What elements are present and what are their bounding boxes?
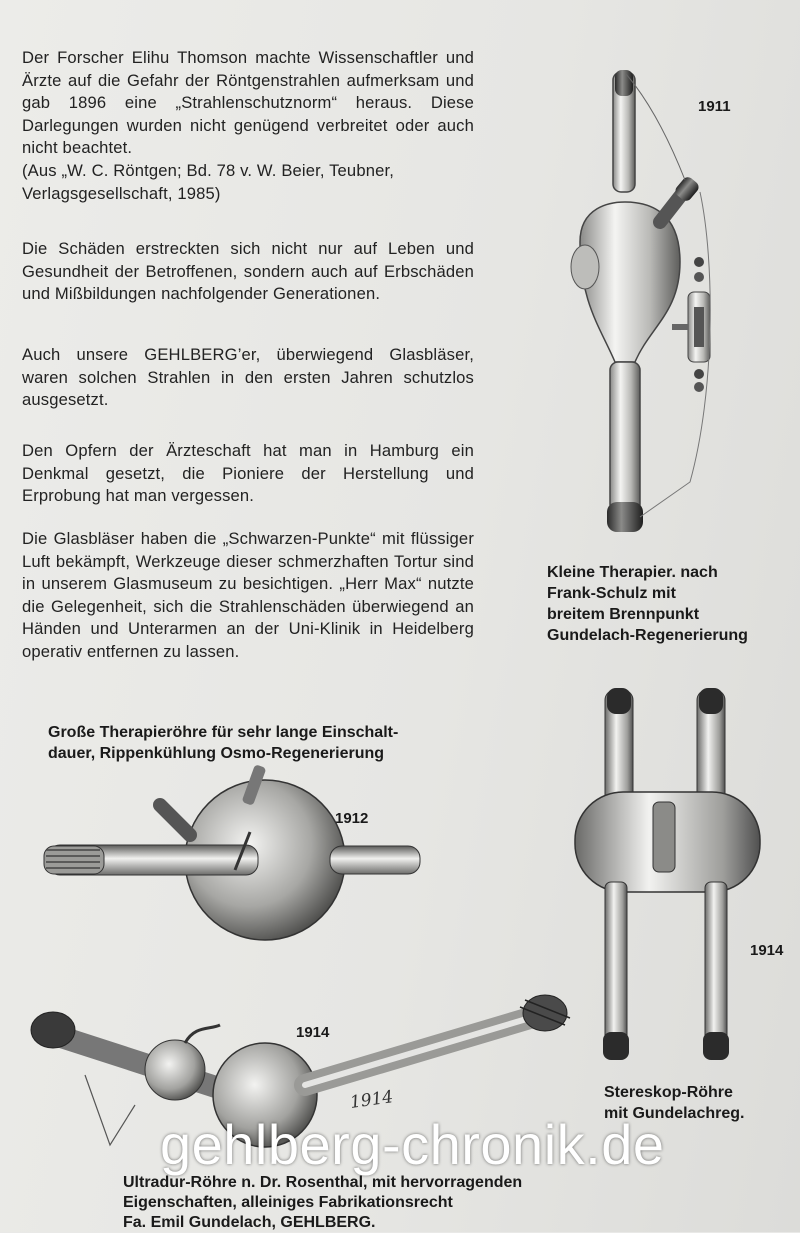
- year-label-1911: 1911: [698, 98, 731, 115]
- caption-1911-line4: Gundelach-Regenerierung: [547, 627, 748, 644]
- caption-1912: [48, 722, 398, 764]
- paragraph-glassblowers: Auch unsere GEHLBERG’er, überwiegend Glasbläser, waren solchen Strahlen in den ersten Jahren schutzlos ausgesetzt.: [22, 345, 474, 410]
- year-label-1914-stereo: 1914: [750, 942, 784, 959]
- year-label-1914-ultradur: 1914: [296, 1024, 330, 1041]
- paragraph-black-dots: Die Glasbläser haben die „Schwarzen-Punkte“ mit flüssiger Luft bekämpft, Werkzeuge dieser schmerzhaften Tortur sind in unserem Glasmuseum zu besichtigen. „Herr Max“ nutzte die Gelegenheit, sich die Strahlenschäden überwiegend an Händen und Unterarmen an der Uni-Klinik in Heidelberg operativ entfernen zu lassen.: [22, 529, 474, 661]
- caption-1914-ultradur-line3: Fa. Emil Gundelach, GEHLBERG.: [123, 1214, 376, 1231]
- paragraph-thomson: [22, 47, 474, 205]
- caption-1914-ultradur: [123, 1173, 522, 1233]
- tube-1911-illustration: [540, 62, 740, 542]
- caption-1914-stereo-line1: Stereskop-Röhre: [604, 1084, 733, 1101]
- caption-1914-ultradur-line1: Ultradur-Röhre n. Dr. Rosenthal, mit hervorragenden: [123, 1174, 523, 1191]
- paragraph-damage: Die Schäden erstreckten sich nicht nur auf Leben und Gesundheit der Betroffenen, sondern auch auf Erbschäden und Mißbildungen nachfolgender Generationen.: [22, 239, 474, 304]
- paragraph-thomson-text: Der Forscher Elihu Thomson machte Wissenschaftler und Ärzte auf die Gefahr der Röntgenstrahlen aufmerksam und gab 1896 eine „Strahlenschutznorm“ heraus. Diese Darlegungen wurden nicht genügend verbreitet oder auch nicht beachtet.: [22, 48, 474, 158]
- citation: (Aus „W. C. Röntgen; Bd. 78 v. W. Beier, Teubner, Verlagsgesellschaft, 1985): [22, 160, 394, 203]
- tube-1914-stereo-illustration: [565, 682, 765, 1062]
- caption-1911-line2: Frank-Schulz mit: [547, 585, 676, 602]
- handwritten-year: 1914: [348, 1087, 395, 1113]
- caption-1911: [547, 562, 748, 646]
- caption-1914-stereo-line2: mit Gundelachreg.: [604, 1105, 745, 1122]
- caption-1911-line3: breitem Brennpunkt: [547, 606, 700, 623]
- caption-1912-line1: Große Therapieröhre für sehr lange Einschalt-: [48, 724, 399, 741]
- caption-1911-line1: Kleine Therapier. nach: [547, 564, 718, 581]
- year-label-1912: 1912: [335, 810, 369, 827]
- watermark: gehlberg-chronik.de: [160, 1113, 665, 1176]
- caption-1912-line2: dauer, Rippenkühlung Osmo-Regenerierung: [48, 745, 385, 762]
- paragraph-memorial: Den Opfern der Ärzteschaft hat man in Hamburg ein Denkmal gesetzt, die Pioniere der Herstellung und Erprobung hat man vergessen.: [22, 441, 474, 506]
- tube-1912-illustration: [40, 760, 430, 945]
- caption-1914-ultradur-line2: Eigenschaften, alleiniges Fabrikationsrecht: [123, 1194, 453, 1211]
